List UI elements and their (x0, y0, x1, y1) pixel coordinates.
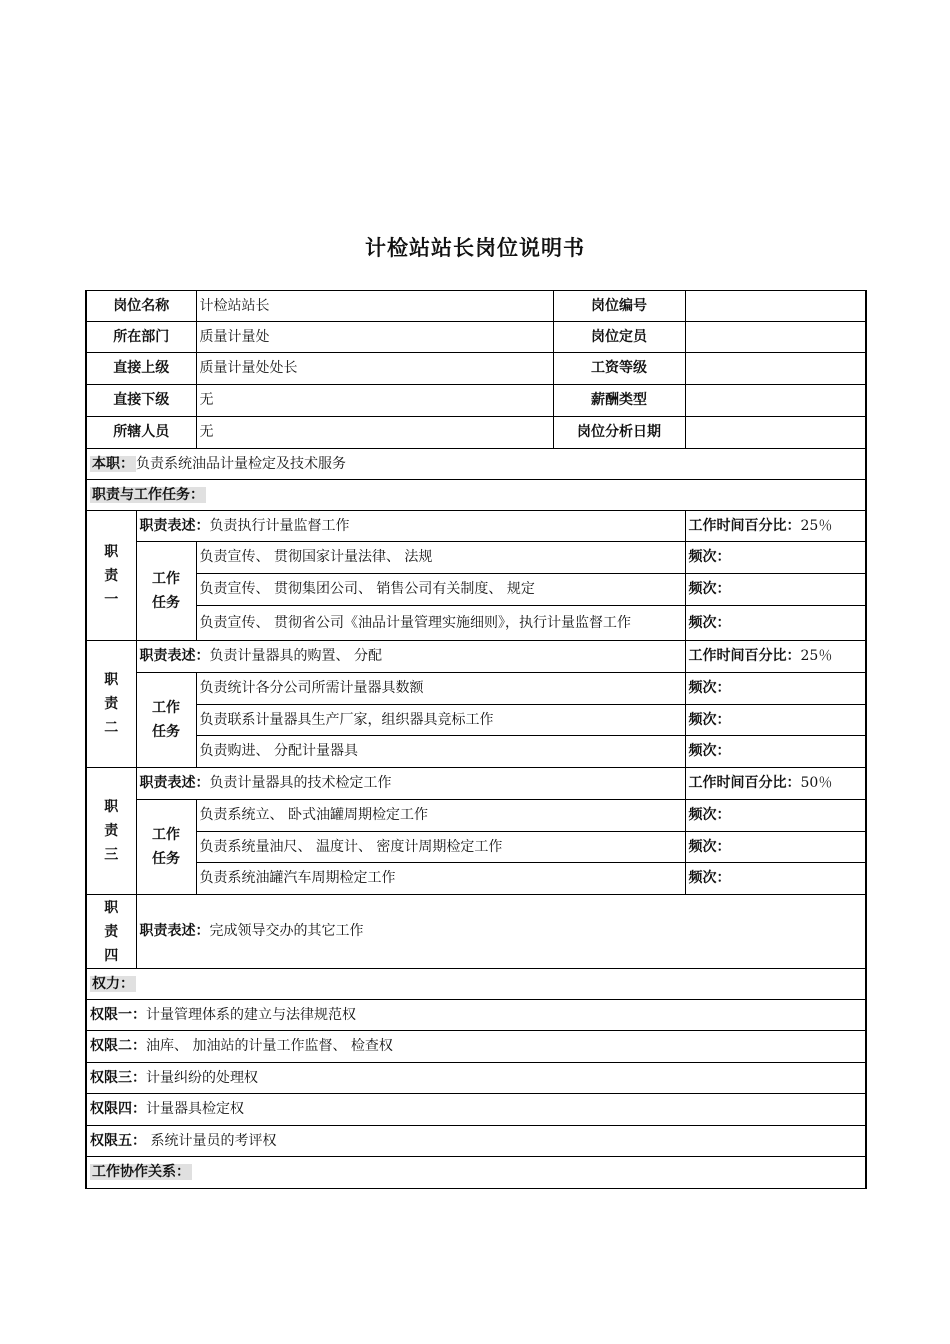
duty-1-task-label: 工作 任务 (136, 542, 196, 641)
duty-1-time-pct: 工作时间百分比：25％ (685, 511, 866, 542)
duty-3-task-label: 工作 任务 (136, 800, 196, 895)
analysis-date-label: 岗位分析日期 (553, 417, 685, 449)
duty-1-freq-1: 频次： (685, 542, 866, 574)
staff-label: 所辖人员 (86, 417, 196, 449)
authority-heading: 权力： (92, 975, 134, 992)
duty-1-freq-2: 频次： (685, 574, 866, 606)
basic-duty-label: 本职： (92, 455, 134, 472)
duty-1-statement: 职责表述：负责执行计量监督工作 (136, 511, 685, 542)
subordinate-value: 无 (196, 385, 553, 417)
duty-3-task-2: 负责系统量油尺、 温度计、 密度计周期检定工作 (196, 832, 685, 863)
cooperation-heading-row (86, 1157, 866, 1189)
staff-value: 无 (196, 417, 553, 449)
basic-duty-row (86, 449, 866, 480)
duty-2-statement: 职责表述：负责计量器具的购置、 分配 (136, 641, 685, 673)
salary-type-label: 薪酬类型 (553, 385, 685, 417)
duty-4-name: 职 责 四 (86, 895, 136, 969)
duty-3-task-3: 负责系统油罐汽车周期检定工作 (196, 863, 685, 895)
analysis-date-value (685, 417, 866, 449)
duty-2-freq-3: 频次： (685, 736, 866, 768)
duty-2-task-2: 负责联系计量器具生产厂家，组织器具竞标工作 (196, 705, 685, 736)
post-no-label: 岗位编号 (553, 291, 685, 322)
wage-label: 工资等级 (553, 353, 685, 385)
cooperation-heading: 工作协作关系： (92, 1164, 190, 1180)
salary-type-value (685, 385, 866, 417)
duty-2-freq-2: 频次： (685, 705, 866, 736)
job-description-table (85, 290, 867, 1189)
post-no-value (685, 291, 866, 322)
wage-value (685, 353, 866, 385)
quota-value (685, 322, 866, 353)
duty-3-time-pct: 工作时间百分比：50％ (685, 768, 866, 800)
superior-value: 质量计量处处长 (196, 353, 553, 385)
duty-3-task-1: 负责系统立、 卧式油罐周期检定工作 (196, 800, 685, 832)
subordinate-label: 直接下级 (86, 385, 196, 417)
superior-label: 直接上级 (86, 353, 196, 385)
authority-3: 权限三：计量纠纷的处理权 (86, 1063, 866, 1094)
authority-1: 权限一：计量管理体系的建立与法律规范权 (86, 1000, 866, 1031)
duties-heading: 职责与工作任务： (92, 486, 204, 503)
document-title: 计检站站长岗位说明书 (365, 236, 585, 260)
duty-2-time-pct: 工作时间百分比：25％ (685, 641, 866, 673)
basic-duty-text: 负责系统油品计量检定及技术服务 (136, 455, 346, 472)
duty-4-statement: 职责表述：完成领导交办的其它工作 (136, 895, 866, 969)
duties-heading-row (86, 480, 866, 511)
duty-3-freq-1: 频次： (685, 800, 866, 832)
duty-2-task-label: 工作 任务 (136, 673, 196, 768)
duty-2-freq-1: 频次： (685, 673, 866, 705)
duty-1-task-2: 负责宣传、 贯彻集团公司、 销售公司有关制度、 规定 (196, 574, 685, 606)
duty-3-name: 职 责 三 (86, 768, 136, 895)
duty-3-statement: 职责表述：负责计量器具的技术检定工作 (136, 768, 685, 800)
post-name-label: 岗位名称 (86, 291, 196, 322)
duty-2-task-1: 负责统计各分公司所需计量器具数额 (196, 673, 685, 705)
quota-label: 岗位定员 (553, 322, 685, 353)
duty-2-name: 职 责 二 (86, 641, 136, 768)
duty-1-task-1: 负责宣传、 贯彻国家计量法律、 法规 (196, 542, 685, 574)
dept-value: 质量计量处 (196, 322, 553, 353)
authority-heading-row (86, 969, 866, 1000)
authority-2: 权限二：油库、 加油站的计量工作监督、 检查权 (86, 1031, 866, 1063)
dept-label: 所在部门 (86, 322, 196, 353)
post-name-value: 计检站站长 (196, 291, 553, 322)
authority-4: 权限四：计量器具检定权 (86, 1094, 866, 1126)
duty-1-freq-3: 频次： (685, 606, 866, 641)
duty-2-task-3: 负责购进、 分配计量器具 (196, 736, 685, 768)
duty-1-task-3: 负责宣传、 贯彻省公司《油品计量管理实施细则》，执行计量监督工作 (196, 606, 685, 641)
duty-3-freq-3: 频次： (685, 863, 866, 895)
duty-1-name: 职 责 一 (86, 511, 136, 641)
duty-3-freq-2: 频次： (685, 832, 866, 863)
authority-5: 权限五： 系统计量员的考评权 (86, 1126, 866, 1157)
